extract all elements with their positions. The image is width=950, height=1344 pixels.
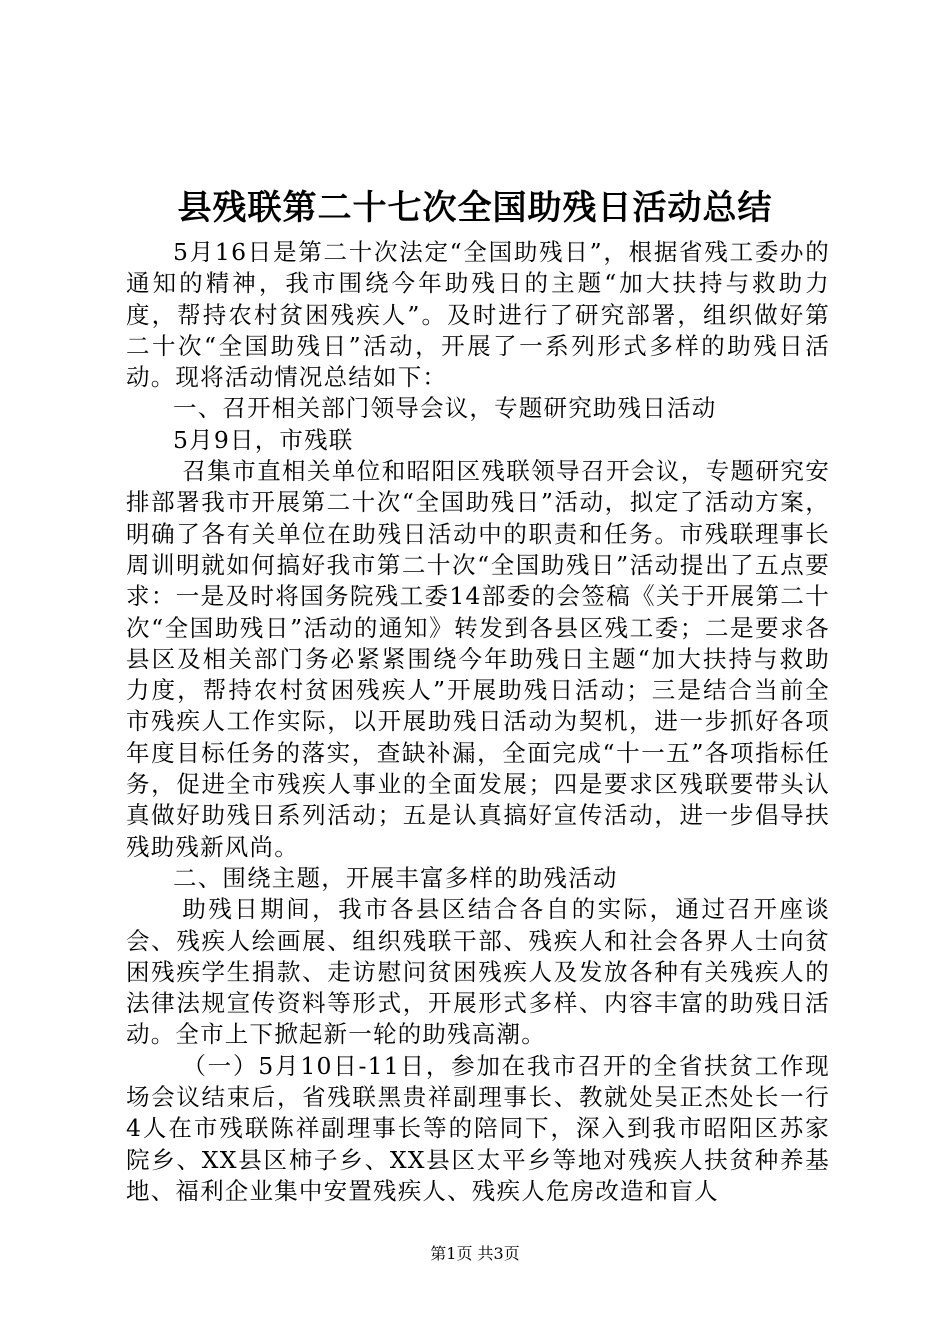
page-number: 第1页 共3页 [430,1244,520,1263]
paragraph-item-1: （一）5月10日-11日，参加在我市召开的全省扶贫工作现场会议结束后，省残联黑贵祥副理事长、教就处吴正杰处长一行4人在市残联陈祥副理事长等的陪同下，深入到我市昭阳区苏家院乡、XX县区柿子乡、XX县区太平乡等地对残疾人扶贫种养基地、福利企业集中安置残疾人、残疾人危房改造和盲人 [126,1051,830,1205]
document-body [126,237,830,1207]
paragraph-activities: 助残日期间，我市各县区结合各自的实际，通过召开座谈会、残疾人绘画展、组织残联干部、残疾人和社会各界人士向贫困残疾学生捐款、走访慰问贫困残疾人及发放各种有关残疾人的法律法规宣传资料等形式，开展形式多样、内容丰富的助残日活动。全市上下掀起新一轮的助残高潮。 [126,895,830,1049]
section-heading-2: 二、围绕主题，开展丰富多样的助残活动 [173,863,618,892]
section-heading-1: 一、召开相关部门领导会议，专题研究助残日活动 [173,394,717,423]
document-title: 县残联第二十七次全国助残日活动总结 [177,188,773,228]
paragraph-meeting: 召集市直相关单位和昭阳区残联领导召开会议，专题研究安排部署我市开展第二十次“全国助残日”活动，拟定了活动方案，明确了各有关单位在助残日活动中的职责和任务。市残联理事长周训明就如何搞好我市第二十次“全国助残日”活动提出了五点要求：一是及时将国务院残工委14部委的会签稿《关于开展第二十次“全国助残日”活动的通知》转发到各县区残工委；二是要求各县区及相关部门务必紧紧围绕今年助残日主题“加大扶持与救助力度，帮持农村贫困残疾人”开展助残日活动；三是结合当前全市残疾人工作实际，以开展助残日活动为契机，进一步抓好各项年度目标任务的落实，查缺补漏，全面完成“十一五”各项指标任务，促进全市残疾人事业的全面发展；四是要求区残联要带头认真做好助残日系列活动；五是认真搞好宣传活动，进一步倡导扶残助残新风尚。 [126,457,830,861]
paragraph-intro: 5月16日是第二十次法定“全国助残日”，根据省残工委办的通知的精神，我市围绕今年助残日的主题“加大扶持与救助力度，帮持农村贫困残疾人”。及时进行了研究部署，组织做好第二十次“全国助残日”活动，开展了一系列形式多样的助残日活动。现将活动情况总结如下： [126,238,830,392]
paragraph-date: 5月9日，市残联 [173,425,354,454]
